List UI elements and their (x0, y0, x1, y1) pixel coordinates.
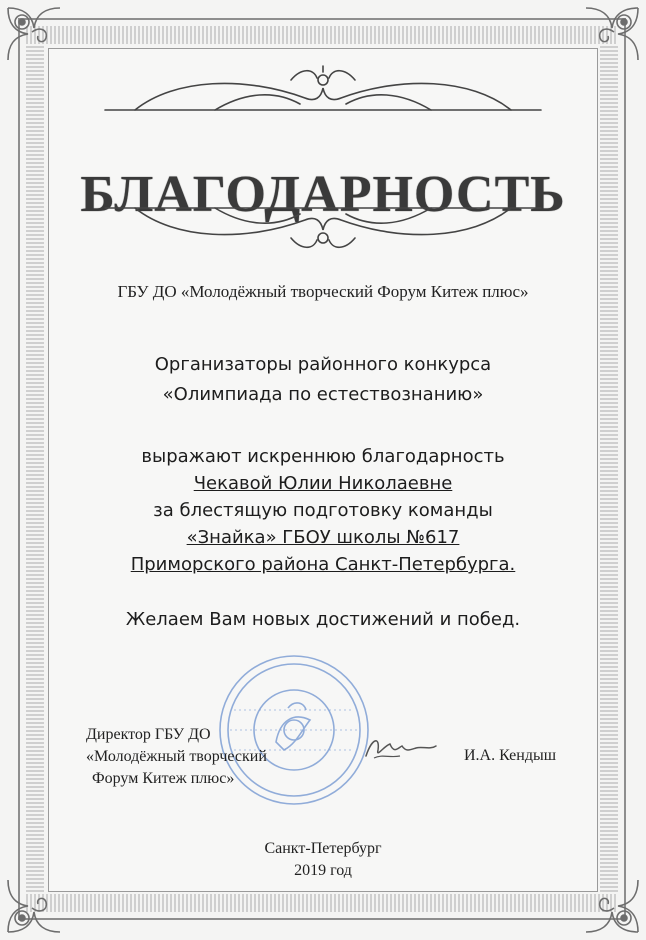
ornament-corner-icon (2, 874, 66, 938)
team-name: «Знайка» ГБОУ школы №617 (186, 527, 460, 548)
body-line-contest-name: «Олимпиада по естествознанию» (162, 384, 484, 405)
ornament-corner-icon (580, 874, 644, 938)
flourish-divider-icon (95, 58, 551, 128)
place-and-date (0, 838, 646, 882)
signature-icon (360, 728, 440, 768)
city: Санкт-Петербург (264, 840, 382, 857)
district-name: Приморского района Санкт-Петербурга. (130, 554, 516, 575)
signature-position (86, 724, 267, 790)
signer-name: И.А. Кендыш (464, 747, 557, 764)
body-line-wishes: Желаем Вам новых достижений и побед. (125, 609, 521, 630)
position-line: Директор ГБУ ДО (86, 726, 211, 743)
body-line-preparation: за блестящую подготовку команды (153, 500, 493, 521)
ornament-corner-icon (2, 2, 66, 66)
year: 2019 год (294, 862, 352, 879)
ornament-corner-icon (580, 2, 644, 66)
page-title: БЛАГОДАРНОСТЬ (80, 165, 566, 223)
body-line-organizers: Организаторы районного конкурса (154, 354, 492, 375)
flourish-divider-icon (95, 190, 551, 260)
position-line: Форум Китеж плюс» (92, 770, 235, 787)
body-line-gratitude: выражают искреннюю благодарность (141, 446, 505, 467)
organization-name: ГБУ ДО «Молодёжный творческий Форум Китеж плюс» (117, 282, 529, 301)
position-line: «Молодёжный творческий (86, 748, 267, 765)
recipient-name: Чекавой Юлии Николаевне (193, 473, 453, 494)
